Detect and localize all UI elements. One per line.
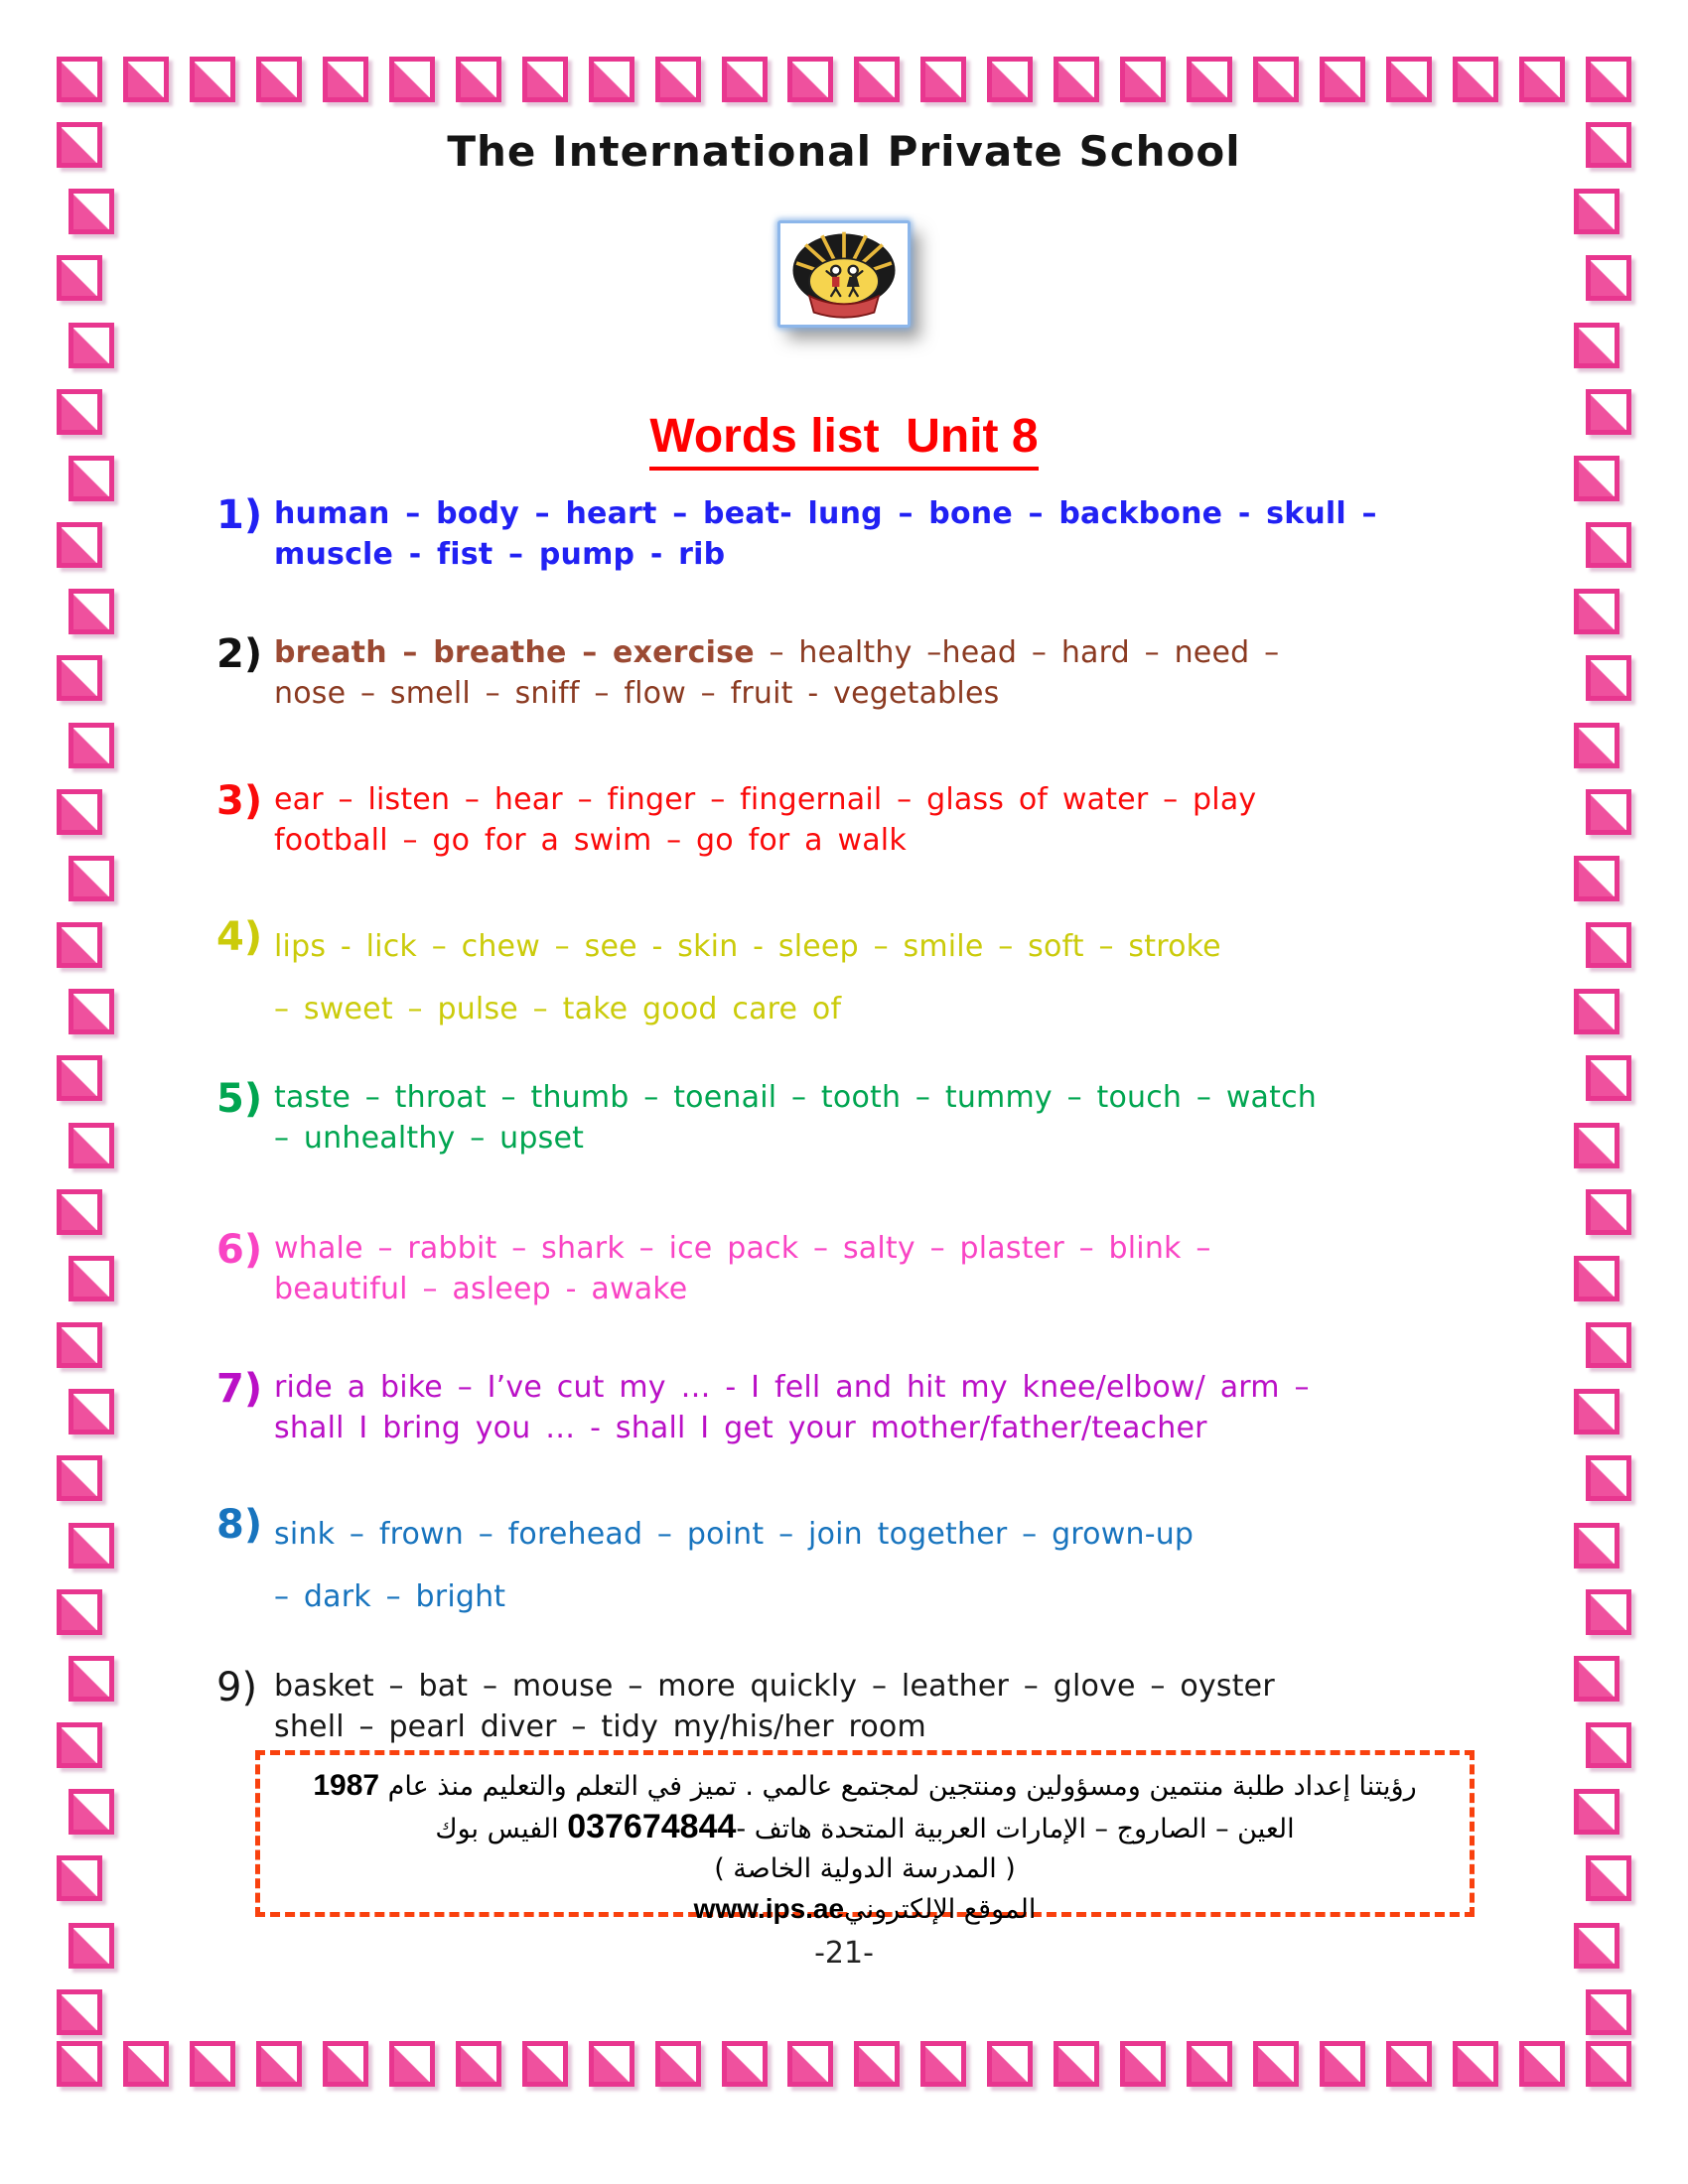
border-square-icon — [854, 57, 900, 102]
border-square-icon — [1120, 2041, 1166, 2087]
item-text: sink – frown – forehead – point – join together – grown-up – dark – bright — [274, 1517, 1195, 1614]
border-square-icon — [69, 1123, 114, 1168]
item-number: 4) — [216, 914, 263, 960]
border-square-icon — [987, 57, 1033, 102]
border-square-icon — [1586, 2041, 1631, 2087]
border-square-icon — [69, 989, 114, 1034]
word-list-item-4 — [216, 915, 1388, 1040]
page-number: -21- — [814, 1936, 874, 1971]
border-square-icon — [57, 522, 102, 568]
word-list-item-8 — [216, 1503, 1388, 1628]
border-square-icon — [123, 2041, 169, 2087]
border-square-icon — [1054, 57, 1099, 102]
border-square-icon — [389, 57, 435, 102]
item-text: lips - lick – chew – see - skin - sleep – smile – soft – stroke – sweet – pulse – take good care of — [274, 929, 1221, 1026]
footer-school-name-line: ( المدرسة الدولية الخاصة ) — [714, 1853, 1016, 1884]
border-square-icon — [1574, 189, 1619, 234]
border-square-icon — [1586, 1989, 1631, 2035]
border-square-icon — [57, 1589, 102, 1635]
border-square-icon — [69, 189, 114, 234]
border-square-icon — [57, 1055, 102, 1101]
border-square-icon — [1574, 989, 1619, 1034]
border-square-icon — [1586, 655, 1631, 701]
item-text-outlined-segment: breath – breathe – exercise — [274, 635, 755, 670]
border-square-icon — [256, 2041, 302, 2087]
item-number: 3) — [216, 778, 263, 824]
border-square-icon — [1586, 789, 1631, 835]
item-text: human – body – heart – beat- lung – bone – backbone - skull – muscle - fist – pump - rib — [274, 496, 1377, 572]
border-square-icon — [1586, 1855, 1631, 1901]
border-square-icon — [1253, 57, 1299, 102]
word-list — [216, 493, 1388, 1747]
word-list-item-9 — [216, 1666, 1388, 1747]
border-square-icon — [69, 856, 114, 901]
border-square-icon — [589, 2041, 634, 2087]
footer-address-line: العين – الصاروج – الإمارات العربية المتحدة هاتف -037674844 الفيس بوك — [435, 1808, 1295, 1845]
border-square-icon — [987, 2041, 1033, 2087]
border-square-icon — [787, 57, 833, 102]
border-square-icon — [1574, 723, 1619, 768]
border-square-icon — [655, 57, 701, 102]
border-square-icon — [1574, 1656, 1619, 1702]
border-square-icon — [1386, 57, 1432, 102]
border-square-icon — [389, 2041, 435, 2087]
border-square-icon — [190, 2041, 235, 2087]
border-square-icon — [589, 57, 634, 102]
border-square-icon — [1574, 856, 1619, 901]
phone-number: 037674844 — [567, 1808, 737, 1845]
border-square-icon — [1187, 2041, 1232, 2087]
border-square-icon — [1586, 1722, 1631, 1768]
border-square-icon — [1574, 1789, 1619, 1835]
border-square-icon — [69, 589, 114, 634]
border-square-icon — [1519, 57, 1565, 102]
item-text: ride a bike – I’ve cut my … - I fell and hit my knee/elbow/ arm – shall I bring you … - shall I get your mother/father/teacher — [274, 1370, 1310, 1445]
border-square-icon — [123, 57, 169, 102]
border-square-icon — [1586, 1322, 1631, 1368]
border-square-icon — [57, 1722, 102, 1768]
border-square-icon — [1320, 2041, 1365, 2087]
border-square-icon — [57, 922, 102, 968]
border-square-icon — [1586, 1455, 1631, 1501]
footer-vision-line: رؤيتنا إعداد طلبة منتمين ومسؤولين ومنتجين لمجتمع عالمي . تميز في التعلم والتعليم منذ عام 1987 — [313, 1769, 1417, 1802]
border-square-icon — [57, 255, 102, 301]
website-url: www.ips.ae — [693, 1893, 845, 1924]
border-square-icon — [920, 57, 966, 102]
border-square-icon — [1453, 2041, 1498, 2087]
item-number: 5) — [216, 1076, 263, 1122]
border-square-icon — [323, 57, 368, 102]
border-square-icon — [1386, 2041, 1432, 2087]
border-square-icon — [1574, 1256, 1619, 1301]
border-square-icon — [722, 57, 768, 102]
item-text: ear – listen – hear – finger – fingernail – glass of water – play football – go for a swim – go for a walk — [274, 782, 1257, 858]
word-list-item-7 — [216, 1367, 1388, 1448]
border-square-icon — [323, 2041, 368, 2087]
border-square-icon — [1519, 2041, 1565, 2087]
border-row-bottom — [57, 2041, 1631, 2087]
border-square-icon — [69, 1656, 114, 1702]
border-square-icon — [1187, 57, 1232, 102]
border-square-icon — [57, 2041, 102, 2087]
border-square-icon — [57, 1989, 102, 2035]
border-square-icon — [1586, 1189, 1631, 1235]
word-list-item-2 — [216, 632, 1388, 714]
item-number: 6) — [216, 1227, 263, 1273]
border-square-icon — [69, 1389, 114, 1434]
border-square-icon — [1586, 57, 1631, 102]
border-square-icon — [1574, 1523, 1619, 1569]
footer-info-box — [255, 1750, 1475, 1925]
border-square-icon — [190, 57, 235, 102]
item-number: 9) — [216, 1665, 258, 1710]
border-square-icon — [522, 57, 568, 102]
word-list-item-6 — [216, 1228, 1388, 1309]
school-logo — [777, 220, 911, 328]
item-number: 2) — [216, 631, 263, 677]
border-square-icon — [1054, 2041, 1099, 2087]
border-square-icon — [1586, 255, 1631, 301]
border-square-icon — [1586, 1589, 1631, 1635]
border-square-icon — [1586, 522, 1631, 568]
border-square-icon — [1586, 1055, 1631, 1101]
school-crest-logo-icon — [785, 228, 903, 320]
border-square-icon — [522, 2041, 568, 2087]
border-square-icon — [69, 323, 114, 368]
border-square-icon — [1574, 1389, 1619, 1434]
border-square-icon — [854, 2041, 900, 2087]
border-square-icon — [69, 1789, 114, 1835]
border-square-icon — [57, 1189, 102, 1235]
border-square-icon — [1253, 2041, 1299, 2087]
item-text: taste – throat – thumb – toenail – tooth – tummy – touch – watch – unhealthy – upset — [274, 1080, 1318, 1156]
item-number: 1) — [216, 492, 263, 538]
border-square-icon — [69, 723, 114, 768]
border-square-icon — [1120, 57, 1166, 102]
border-square-icon — [1320, 57, 1365, 102]
border-square-icon — [722, 2041, 768, 2087]
border-square-icon — [1574, 589, 1619, 634]
border-square-icon — [57, 1855, 102, 1901]
founding-year: 1987 — [313, 1769, 380, 1802]
border-row-top — [57, 57, 1631, 102]
item-number: 7) — [216, 1366, 263, 1412]
word-list-item-3 — [216, 779, 1388, 861]
word-list-item-1 — [216, 493, 1388, 575]
item-text: whale – rabbit – shark – ice pack – salty – plaster – blink – beautiful – asleep - awake — [274, 1231, 1211, 1306]
border-square-icon — [655, 2041, 701, 2087]
item-text: breath – breathe – exercise – healthy –head – hard – need – nose – smell – sniff – flow – fruit - vegetables — [274, 635, 1280, 711]
footer-website-line: الموقع الإلكترونيwww.ips.ae — [693, 1893, 1037, 1925]
border-square-icon — [787, 2041, 833, 2087]
border-square-icon — [57, 789, 102, 835]
border-square-icon — [57, 1455, 102, 1501]
border-square-icon — [69, 1523, 114, 1569]
words-list-heading: Words list Unit 8 — [0, 409, 1688, 471]
border-square-icon — [456, 2041, 501, 2087]
border-square-icon — [69, 1256, 114, 1301]
border-square-icon — [57, 1322, 102, 1368]
item-number: 8) — [216, 1502, 263, 1548]
border-square-icon — [920, 2041, 966, 2087]
border-square-icon — [1453, 57, 1498, 102]
border-square-icon — [456, 57, 501, 102]
word-list-item-5 — [216, 1077, 1388, 1159]
item-text: basket – bat – mouse – more quickly – leather – glove – oyster shell – pearl diver – tidy my/his/her room — [274, 1669, 1275, 1744]
border-square-icon — [57, 655, 102, 701]
border-square-icon — [1586, 922, 1631, 968]
border-square-icon — [1574, 1123, 1619, 1168]
page-title: The International Private School — [447, 127, 1241, 176]
border-square-icon — [256, 57, 302, 102]
border-square-icon — [57, 57, 102, 102]
border-square-icon — [1574, 323, 1619, 368]
